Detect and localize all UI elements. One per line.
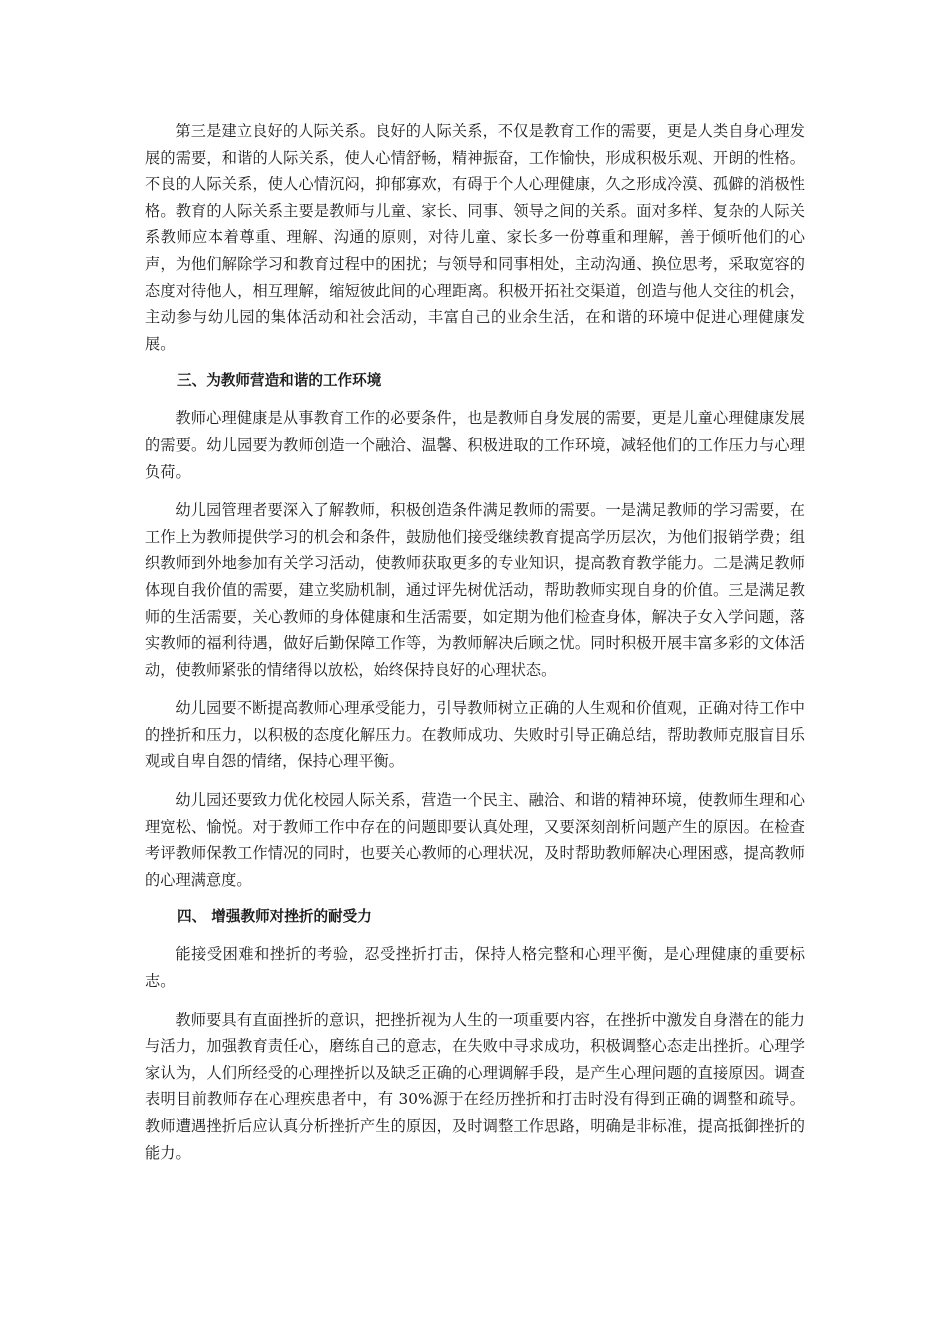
paragraph-facing-frustration: 教师要具有直面挫折的意识，把挫折视为人生的一项重要内容，在挫折中激发自身潜在的能力与活力，加强教育责任心，磨练自己的意志，在失败中寻求成功，积极调整心态走出挫折。心理学家认为，人们所经受的心理挫折以及缺乏正确的心理调解手段，是产生心理问题的直接原因。调查表明目前教师存在心理疾患者中，有 30%源于在经历挫折和打击时没有得到正确的调整和疏导。教师遭遇挫折后应认真分析挫折产生的原因，及时调整工作思路，明确是非标准，提高抵御挫折的能力。 [145,1010,805,1162]
paragraph-interpersonal-relations: 第三是建立良好的人际关系。良好的人际关系，不仅是教育工作的需要，更是人类自身心理发展的需要，和谐的人际关系，使人心情舒畅，精神振奋，工作愉快，形成积极乐观、开朗的性格。不良的人际关系，使人心情沉闷，抑郁寡欢，有碍于个人心理健康，久之形成冷漠、孤僻的消极性格。教育的人际关系主要是教师与儿童、家长、同事、领导之间的关系。面对多样、复杂的人际关系教师应本着尊重、理解、沟通的原则，对待儿童、家长多一份尊重和理解，善于倾听他们的心声，为他们解除学习和教育过程中的困扰；与领导和同事相处，主动沟通、换位思考，采取宽容的态度对待他人，相互理解，缩短彼此间的心理距离。积极开拓社交渠道，创造与他人交往的机会，主动参与幼儿园的集体活动和社会活动，丰富自己的业余生活，在和谐的环境中促进心理健康发展。 [145,122,805,353]
section-heading-3: 三、为教师营造和谐的工作环境 [177,372,382,390]
paragraph-campus-relations: 幼儿园还要致力优化校园人际关系，营造一个民主、融洽、和谐的精神环境，使教师生理和心理宽松、愉悦。对于教师工作中存在的问题即要认真处理，又要深刻剖析问题产生的原因。在检查考评教师保教工作情况的同时，也要关心教师的心理状况，及时帮助教师解决心理困惑，提高教师的心理满意度。 [145,791,805,889]
document-page [145,118,805,1166]
paragraph-manager-needs: 幼儿园管理者要深入了解教师，积极创造条件满足教师的需要。一是满足教师的学习需要，在工作上为教师提供学习的机会和条件，鼓励他们接受继续教育提高学历层次，为他们报销学费；组织教师到外地参加有关学习活动，使教师获取更多的专业知识，提高教育教学能力。二是满足教师体现自我价值的需要，建立奖励机制，通过评先树优活动，帮助教师实现自身的价值。三是满足教师的生活需要，关心教师的身体健康和生活需要，如定期为他们检查身体，解决子女入学问题，落实教师的福利待遇，做好后勤保障工作等，为教师解决后顾之忧。同时积极开展丰富多彩的文体活动，使教师紧张的情绪得以放松，始终保持良好的心理状态。 [145,501,805,679]
section-heading-4-number: 四、 [177,908,207,926]
section-heading-4-title: 增强教师对挫折的耐受力 [211,908,372,926]
paragraph-frustration-tolerance: 能接受困难和挫折的考验，忍受挫折打击，保持人格完整和心理平衡，是心理健康的重要标志。 [145,945,805,991]
paragraph-mental-health-conditions: 教师心理健康是从事教育工作的必要条件，也是教师自身发展的需要，更是儿童心理健康发展的需要。幼儿园要为教师创造一个融洽、温馨、积极进取的工作环境，减轻他们的工作压力与心理负荷。 [145,409,805,481]
section-heading-4 [145,904,805,930]
paragraph-psychological-capacity: 幼儿园要不断提高教师心理承受能力，引导教师树立正确的人生观和价值观，正确对待工作中的挫折和压力，以积极的态度化解压力。在教师成功、失败时引导正确总结，帮助教师克服盲目乐观或自卑自怨的情绪，保持心理平衡。 [145,699,805,771]
